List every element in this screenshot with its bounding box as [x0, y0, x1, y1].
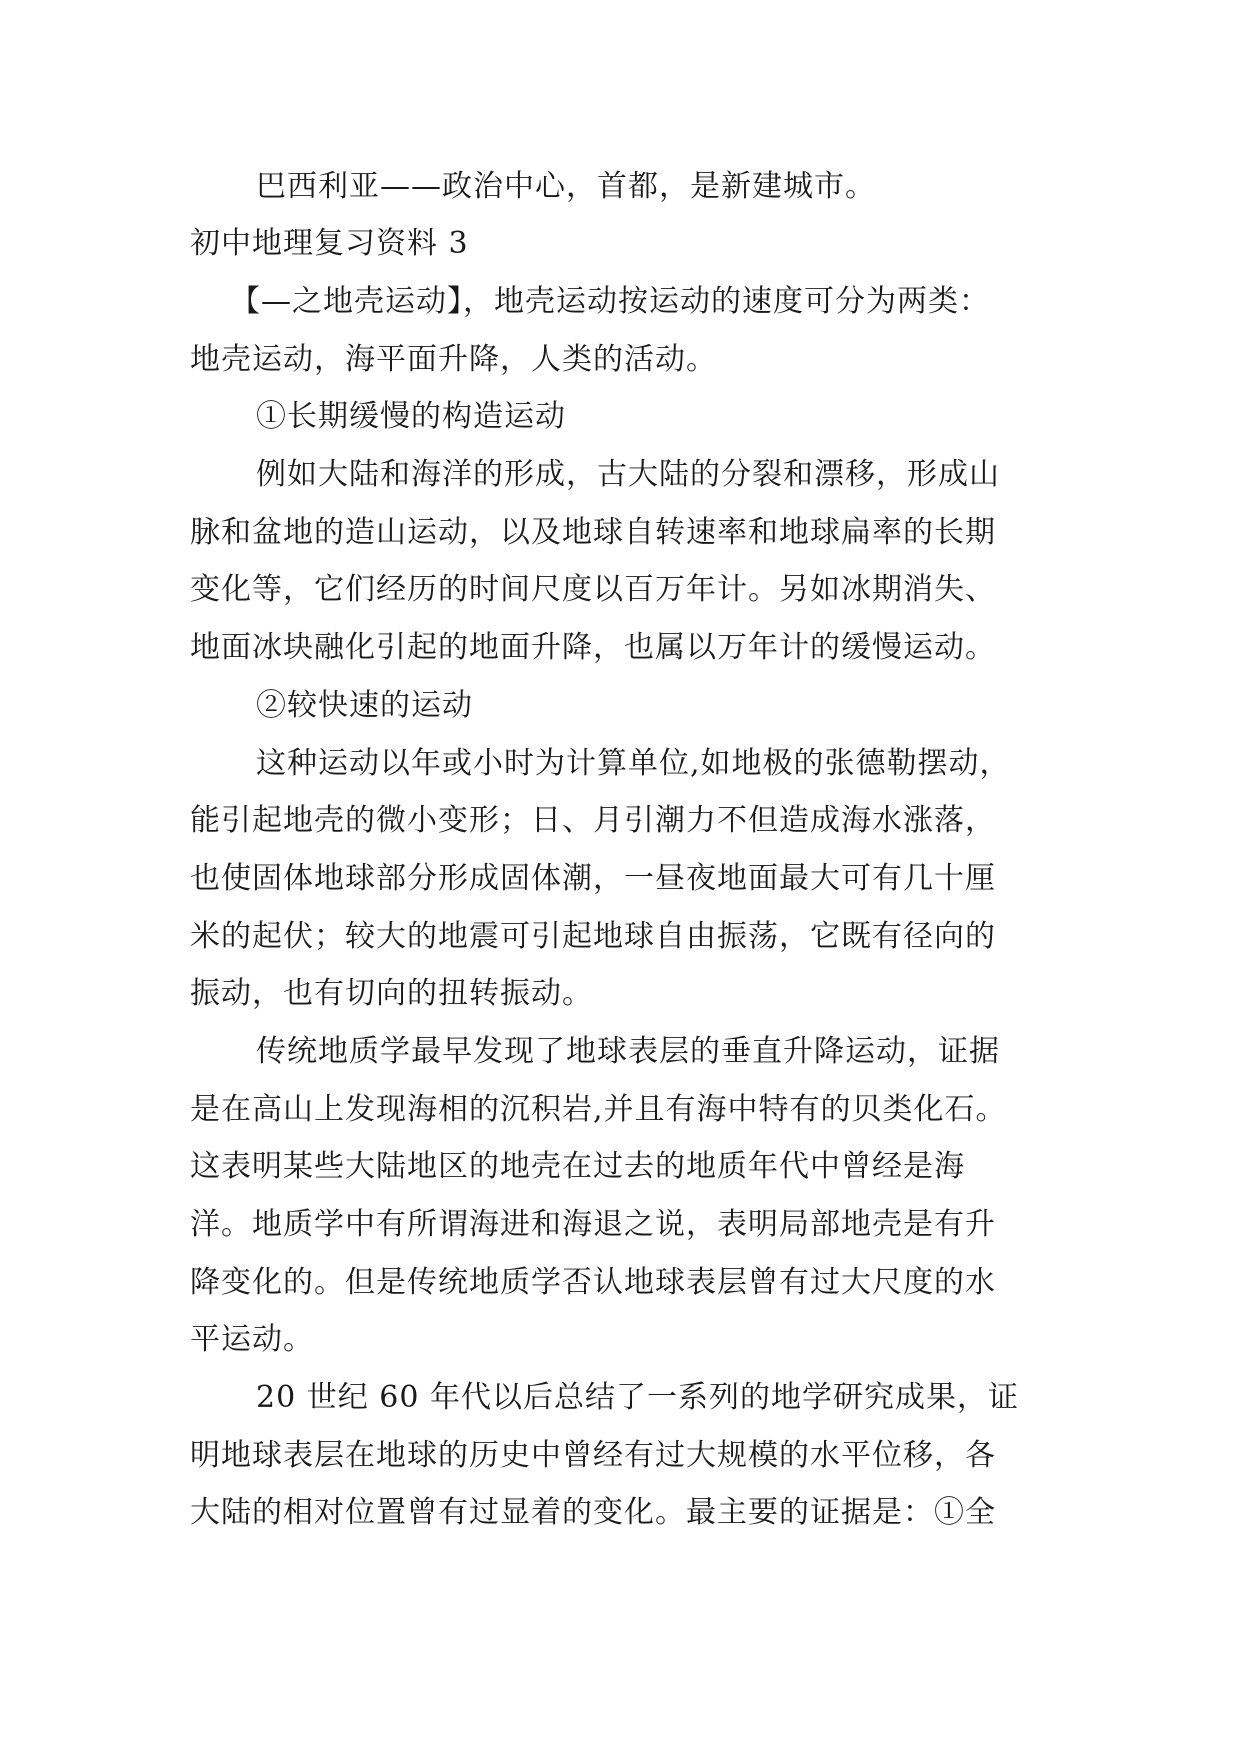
text-line: 这种运动以年或小时为计算单位,如地极的张德勒摆动，	[256, 746, 1011, 781]
subheading: ①长期缓慢的构造运动	[256, 399, 566, 434]
text-line: 地面冰块融化引起的地面升降，也属以万年计的缓慢运动。	[190, 630, 996, 665]
text-line: 是在高山上发现海相的沉积岩,并且有海中特有的贝类化石。	[190, 1092, 1007, 1127]
subheading: ②较快速的运动	[256, 688, 473, 723]
text-line: 明地球表层在地球的历史中曾经有过大规模的水平位移，各	[190, 1438, 996, 1473]
text-line: 振动，也有切向的扭转振动。	[190, 976, 593, 1011]
text-line: 也使固体地球部分形成固体潮，一昼夜地面最大可有几十厘	[190, 861, 996, 896]
text-line: 脉和盆地的造山运动，以及地球自转速率和地球扁率的长期	[190, 515, 996, 550]
text-line: 传统地质学最早发现了地球表层的垂直升降运动，证据	[256, 1034, 1000, 1069]
text-line: 能引起地壳的微小变形；日、月引潮力不但造成海水涨落，	[190, 803, 996, 838]
text-line: 地壳运动，海平面升降，人类的活动。	[190, 342, 717, 377]
text-line: 米的起伏；较大的地震可引起地球自由振荡，它既有径向的	[190, 919, 996, 954]
text-line: 降变化的。但是传统地质学否认地球表层曾有过大尺度的水	[190, 1265, 996, 1300]
text-line: 变化等，它们经历的时间尺度以百万年计。另如冰期消失、	[190, 572, 996, 607]
text-line: 例如大陆和海洋的形成，古大陆的分裂和漂移，形成山	[256, 457, 1000, 492]
text-line: 20 世纪 60 年代以后总结了一系列的地学研究成果，证	[256, 1380, 1019, 1415]
text-line: 【—之地壳运动】，地壳运动按运动的速度可分为两类：	[230, 284, 990, 319]
text-line: 大陆的相对位置曾有过显着的变化。最主要的证据是：①全	[190, 1495, 996, 1530]
text-line: 这表明某些大陆地区的地壳在过去的地质年代中曾经是海	[190, 1149, 965, 1184]
section-title: 初中地理复习资料 3	[190, 226, 469, 261]
text-line: 巴西利亚——政治中心，首都，是新建城市。	[256, 169, 876, 204]
text-line: 洋。地质学中有所谓海进和海退之说，表明局部地壳是有升	[190, 1207, 996, 1242]
text-line: 平运动。	[190, 1322, 314, 1357]
